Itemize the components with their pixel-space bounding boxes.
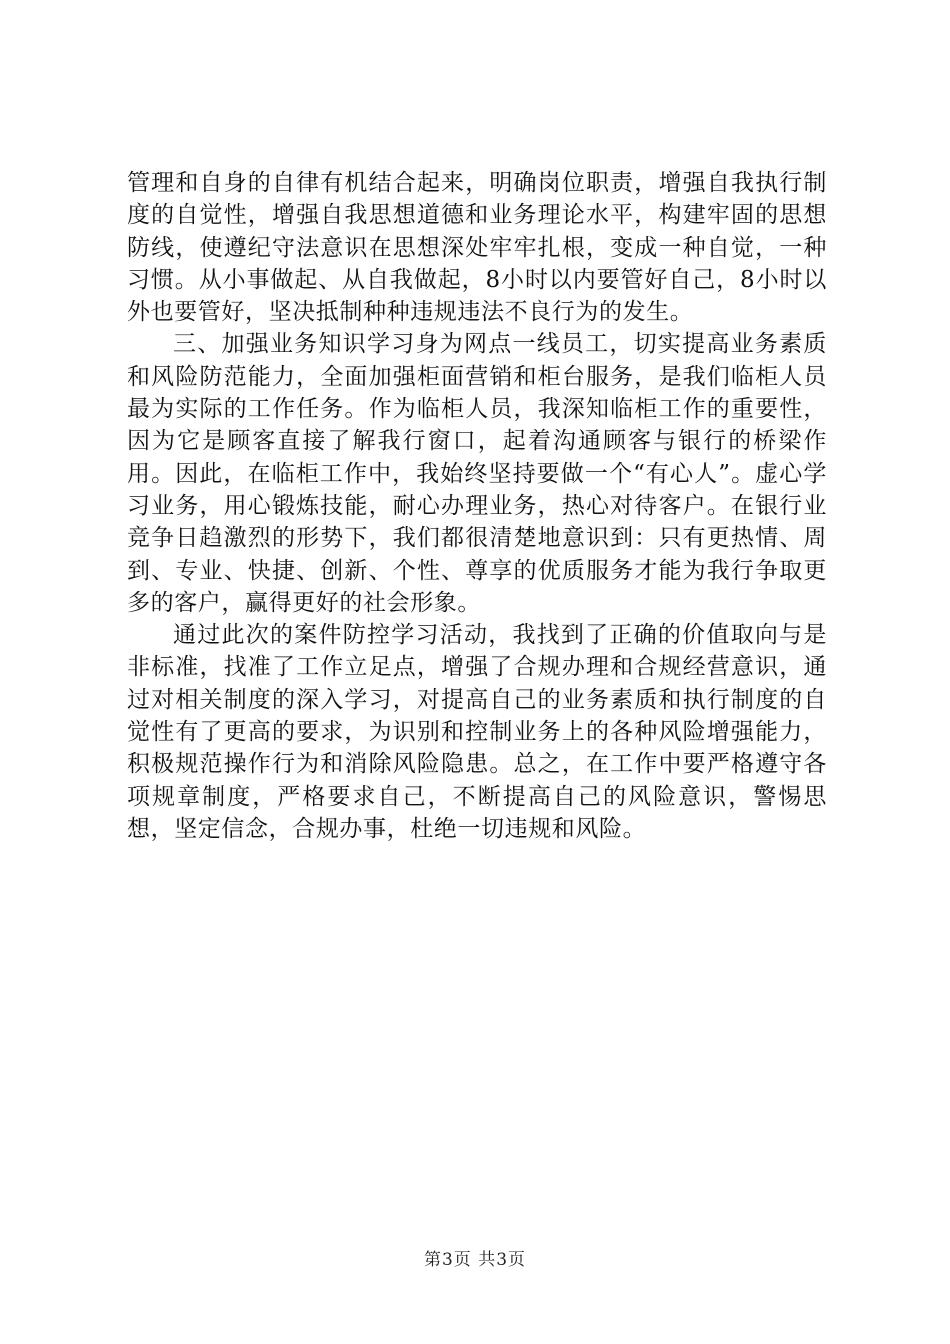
page-number-footer: 第3页 共3页 <box>423 1250 527 1270</box>
paragraph-1: 管理和自身的自律有机结合起来，明确岗位职责，增强自我执行制度的自觉性，增强自我思想道德和业务理论水平，构建牢固的思想防线，使遵纪守法意识在思想深处牢牢扎根，变成一种自觉，一种习惯。从小事做起、从自我做起，8小时以内要管好自己，8小时以外也要管好，坚决抵制种种违规违法不良行为的发生。 <box>127 170 827 326</box>
document-body <box>127 167 827 845</box>
paragraph-2: 三、加强业务知识学习身为网点一线员工，切实提高业务素质和风险防范能力，全面加强柜面营销和柜台服务，是我们临柜人员最为实际的工作任务。作为临柜人员，我深知临柜工作的重要性，因为它是顾客直接了解我行窗口，起着沟通顾客与银行的桥梁作用。因此，在临柜工作中，我始终坚持要做一个“有心人”。虚心学习业务，用心锻炼技能，耐心办理业务，热心对待客户。在银行业竞争日趋激烈的形势下，我们都很清楚地意识到：只有更热情、周到、专业、快捷、创新、个性、尊享的优质服务才能为我行争取更多的客户，赢得更好的社会形象。 <box>127 331 827 616</box>
paragraph-3: 通过此次的案件防控学习活动，我找到了正确的价值取向与是非标准，找准了工作立足点，增强了合规办理和合规经营意识，通过对相关制度的深入学习，对提高自己的业务素质和执行制度的自觉性有了更高的要求，为识别和控制业务上的各种风险增强能力，积极规范操作行为和消除风险隐患。总之，在工作中要严格遵守各项规章制度，严格要求自己，不断提高自己的风险意识，警惕思想，坚定信念，合规办事，杜绝一切违规和风险。 <box>127 622 827 842</box>
